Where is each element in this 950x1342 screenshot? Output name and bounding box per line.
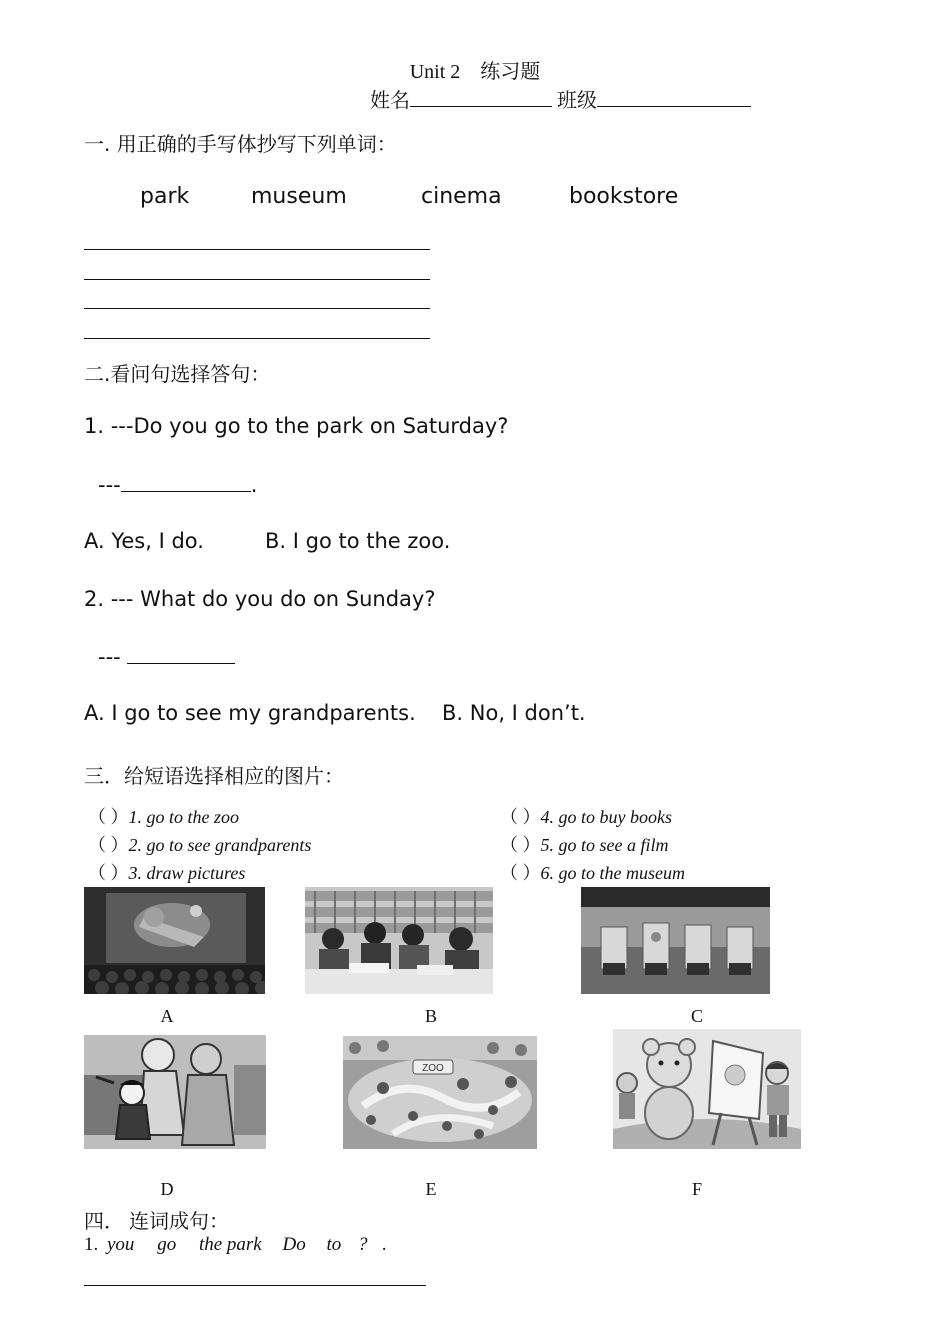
answer-paren-2[interactable]: （ ）: [88, 835, 129, 855]
phrase-item-6: （ ）6. go to the museum: [500, 863, 685, 883]
answer-paren-4[interactable]: （ ）: [500, 807, 541, 827]
reorder-word-3: the park: [198, 1234, 262, 1255]
phrase-item-1: （ ）1. go to the zoo: [88, 807, 239, 827]
answer-2-line: [98, 645, 235, 669]
reorder-word-5: to: [326, 1234, 342, 1255]
reorder-word-7: .: [382, 1234, 387, 1255]
phrase-item-2: （ ）2. go to see grandparents: [88, 835, 312, 855]
section1-heading: 一. 用正确的手写体抄写下列单词：: [84, 132, 397, 156]
answer-1-line: [98, 473, 257, 497]
zoo-sign-text: ZOO: [422, 1063, 444, 1074]
phrase-item-3: （ ）3. draw pictures: [88, 863, 246, 883]
answer-1-suffix: .: [250, 473, 258, 497]
picture-label-c: C: [690, 1006, 703, 1026]
name-class-line: [370, 84, 751, 113]
word-2: museum: [251, 184, 347, 209]
reorder-answer-line[interactable]: [84, 1285, 426, 1286]
reorder-question-1: [84, 1234, 387, 1256]
section2-heading: 二.看问句选择答句：: [84, 362, 271, 386]
phrase-item-4: （ ）4. go to buy books: [500, 807, 672, 827]
reorder-word-4: Do: [282, 1234, 306, 1255]
reorder-word-2: go: [157, 1234, 177, 1255]
question-2: 2. --- What do you do on Sunday?: [84, 587, 436, 611]
picture-label-a: A: [160, 1006, 174, 1026]
question-1: 1. ---Do you go to the park on Saturday?: [84, 414, 509, 438]
writing-line-4[interactable]: [84, 338, 430, 339]
q1-option-a: A. Yes, I do.: [84, 529, 204, 553]
q2-option-b: B. No, I don’t.: [442, 701, 586, 725]
picture-e-zoo: [343, 1036, 537, 1149]
picture-label-b: B: [424, 1006, 437, 1026]
picture-label-d: D: [160, 1179, 174, 1199]
name-label: 姓名: [370, 90, 410, 112]
writing-line-1[interactable]: [84, 249, 430, 250]
reorder-word-6: ?: [358, 1234, 368, 1255]
word-4: bookstore: [569, 184, 679, 209]
answer-paren-1[interactable]: （ ）: [88, 807, 129, 827]
reorder-word-1: you: [107, 1234, 135, 1255]
section4-heading: 四． 连词成句：: [84, 1211, 229, 1233]
answer-paren-6[interactable]: （ ）: [500, 863, 541, 883]
answer-1-prefix: ---: [98, 473, 121, 497]
picture-label-e: E: [425, 1179, 437, 1199]
picture-d-grandparents: [84, 1035, 266, 1149]
writing-line-2[interactable]: [84, 279, 430, 280]
answer-paren-5[interactable]: （ ）: [500, 835, 541, 855]
worksheet-title: Unit 2 练习题: [409, 61, 541, 83]
word-3: cinema: [421, 184, 502, 209]
picture-label-f: F: [691, 1179, 702, 1199]
reorder-number: 1.: [84, 1234, 99, 1255]
picture-b-bookstore: [305, 887, 493, 994]
answer-2-prefix: ---: [98, 645, 121, 669]
q2-option-a: A. I go to see my grandparents.: [84, 701, 416, 725]
answer-1-blank[interactable]: [121, 473, 251, 492]
phrase-item-5: （ ）5. go to see a film: [500, 835, 669, 855]
class-blank[interactable]: [597, 88, 751, 107]
picture-f-drawing: [613, 1029, 801, 1149]
answer-2-blank[interactable]: [127, 645, 235, 664]
answer-paren-3[interactable]: （ ）: [88, 863, 129, 883]
class-label: 班级: [557, 90, 597, 112]
name-blank[interactable]: [410, 88, 552, 107]
word-1: park: [140, 184, 190, 209]
q1-option-b: B. I go to the zoo.: [265, 529, 451, 553]
picture-c-museum: [581, 887, 770, 994]
writing-line-3[interactable]: [84, 308, 430, 309]
picture-a-cinema: [84, 887, 265, 994]
section3-heading: 三．给短语选择相应的图片：: [84, 764, 344, 788]
